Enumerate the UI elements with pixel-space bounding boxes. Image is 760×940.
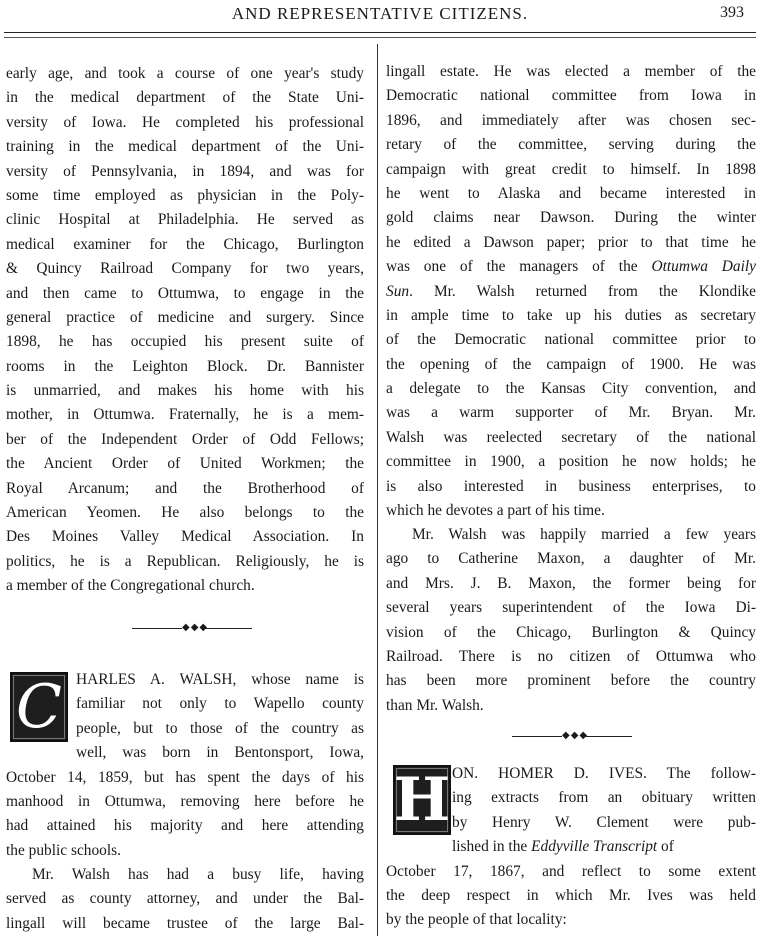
section-separator-left: ◆◆◆ <box>132 624 252 632</box>
text-line: 1896, and immediately after was chosen sec- <box>386 111 756 129</box>
text-line: Des Moines Valley Medical Association. In <box>6 528 364 546</box>
text-line: and then came to Ottumwa, to engage in the <box>6 284 364 302</box>
text-line: committee in 1900, a position he now holds; he <box>386 453 756 471</box>
newspaper-title-ottumwa: Ottumwa Daily <box>651 258 756 276</box>
ives-paragraph <box>386 762 756 933</box>
text-line: Mr. Walsh was happily married a few years <box>412 526 756 543</box>
text-line: which he devotes a part of his time. <box>386 502 605 520</box>
text-line: versity of Iowa. He completed his professional <box>6 113 364 131</box>
text-line: 1898, he has occupied his present suite of <box>6 333 364 351</box>
text-line: lingall will became trustee of the large Bal- <box>6 914 364 932</box>
text-line: he went to Alaska and became interested in <box>386 184 756 202</box>
text-line: ago to Catherine Maxon, a daughter of Mr. <box>386 550 756 568</box>
text-line: familiar not only to Wapello county <box>76 695 364 713</box>
text-line: early age, and took a course of one year's study <box>6 65 364 82</box>
text-line: the opening of the campaign of 1900. He was <box>386 355 756 373</box>
text-line: rooms in the Leighton Block. Dr. Bannister <box>6 357 364 375</box>
text-line: Walsh was reelected secretary of the national <box>386 428 756 446</box>
text-line: & Quincy Railroad Company for two years, <box>6 260 364 278</box>
page-number: 393 <box>720 4 744 21</box>
header-rule <box>4 32 756 33</box>
text-line: the public schools. <box>6 841 121 859</box>
text-line: vision of the Chicago, Burlington & Quincy <box>386 623 756 641</box>
text-line: lingall estate. He was elected a member of the <box>386 63 756 80</box>
text-line: in the medical department of the State Uni- <box>6 89 364 107</box>
walsh-paragraph-1 <box>6 668 364 863</box>
text-line: by the people of that locality: <box>386 911 567 929</box>
text-line: manhood in Ottumwa, removing here before he <box>6 792 364 810</box>
text-line: some time employed as physician in the Poly- <box>6 186 364 204</box>
bannister-paragraph <box>6 62 364 599</box>
text-line: Democratic national committee from Iowa in <box>386 87 756 105</box>
text-line: mother, in Ottumwa. Fraternally, he is a mem- <box>6 406 364 424</box>
text-line: he edited a Dawson paper; prior to that time he <box>386 233 756 251</box>
text-line: a delegate to the Kansas City convention, and <box>386 380 756 398</box>
text-line: campaign with great credit to himself. In 1898 <box>386 160 756 178</box>
text-line: people, but to those of the country as <box>76 719 364 737</box>
walsh-marriage-paragraph <box>386 523 756 718</box>
text-line: lished in the Eddyville Transcript of <box>452 838 674 856</box>
newspaper-title-eddyville: Eddyville Transcript <box>531 838 658 856</box>
text-line: October 14, 1859, but has spent the days of his <box>6 768 364 786</box>
text-line: by Henry W. Clement were pub- <box>452 813 756 831</box>
text-line: training in the medical department of the Uni- <box>6 138 364 156</box>
text-line: than Mr. Walsh. <box>386 696 484 714</box>
column-divider <box>377 44 378 936</box>
text-line: politics, he is a Republican. Religiously, he is <box>6 552 364 570</box>
page-header <box>0 0 760 36</box>
text-line: retary of the committee, serving during the <box>386 136 756 154</box>
text-line: October 17, 1867, and reflect to some extent <box>386 862 756 880</box>
text-line: several years superintendent of the Iowa Di- <box>386 599 756 617</box>
walsh-dropcap: C <box>10 672 68 742</box>
text-line: Mr. Walsh has had a busy life, having <box>32 866 364 883</box>
text-line: ON. HOMER D. IVES. The follow- <box>452 765 756 782</box>
text-line: medical examiner for the Chicago, Burlington <box>6 235 364 253</box>
text-line: had attained his majority and here attending <box>6 817 364 835</box>
section-separator-right: ◆◆◆ <box>512 732 632 740</box>
text-line: Sun. Mr. Walsh returned from the Klondike <box>386 282 756 300</box>
text-line: HARLES A. WALSH, whose name is <box>76 671 364 688</box>
text-line: is also interested in business enterprises, to <box>386 477 756 495</box>
walsh-continued <box>386 60 756 523</box>
text-line: gold claims near Dawson. During the winter <box>386 209 756 227</box>
text-line: clinic Hospital at Philadelphia. He served as <box>6 211 364 229</box>
text-line: well, was born in Bentonsport, Iowa, <box>76 744 364 762</box>
text-line: was one of the managers of the Ottumwa Daily <box>386 258 756 276</box>
header-rule-thin <box>4 37 756 38</box>
running-title: AND REPRESENTATIVE CITIZENS. <box>231 4 529 23</box>
text-line: and Mrs. J. B. Maxon, the former being for <box>386 574 756 592</box>
text-line: versity of Pennsylvania, in 1894, and was for <box>6 162 364 180</box>
text-line: Royal Arcanum; and the Brotherhood of <box>6 479 364 497</box>
text-line: in ample time to take up his duties as secretary <box>386 306 756 324</box>
text-line: a member of the Congregational church. <box>6 577 255 595</box>
text-line: the Ancient Order of United Workmen; the <box>6 455 364 473</box>
ives-dropcap: H <box>393 765 451 835</box>
text-line: Railroad. There is no citizen of Ottumwa who <box>386 647 756 665</box>
text-line: ing extracts from an obituary written <box>452 789 756 807</box>
newspaper-title-sun: Sun <box>386 282 410 300</box>
text-line: general practice of medicine and surgery. Since <box>6 308 364 326</box>
text-line: ber of the Independent Order of Odd Fellows; <box>6 430 364 448</box>
text-line: was a warm supporter of Mr. Bryan. Mr. <box>386 404 756 422</box>
text-line: is unmarried, and makes his home with his <box>6 382 364 400</box>
text-line: the deep respect in which Mr. Ives was held <box>386 886 756 904</box>
text-line: served as county attorney, and under the Bal- <box>6 890 364 908</box>
text-line: of the Democratic national committee prior to <box>386 331 756 349</box>
text-line: has been more prominent before the country <box>386 672 756 690</box>
walsh-paragraph-2 <box>6 863 364 936</box>
text-line: American Yeomen. He also belongs to the <box>6 504 364 522</box>
